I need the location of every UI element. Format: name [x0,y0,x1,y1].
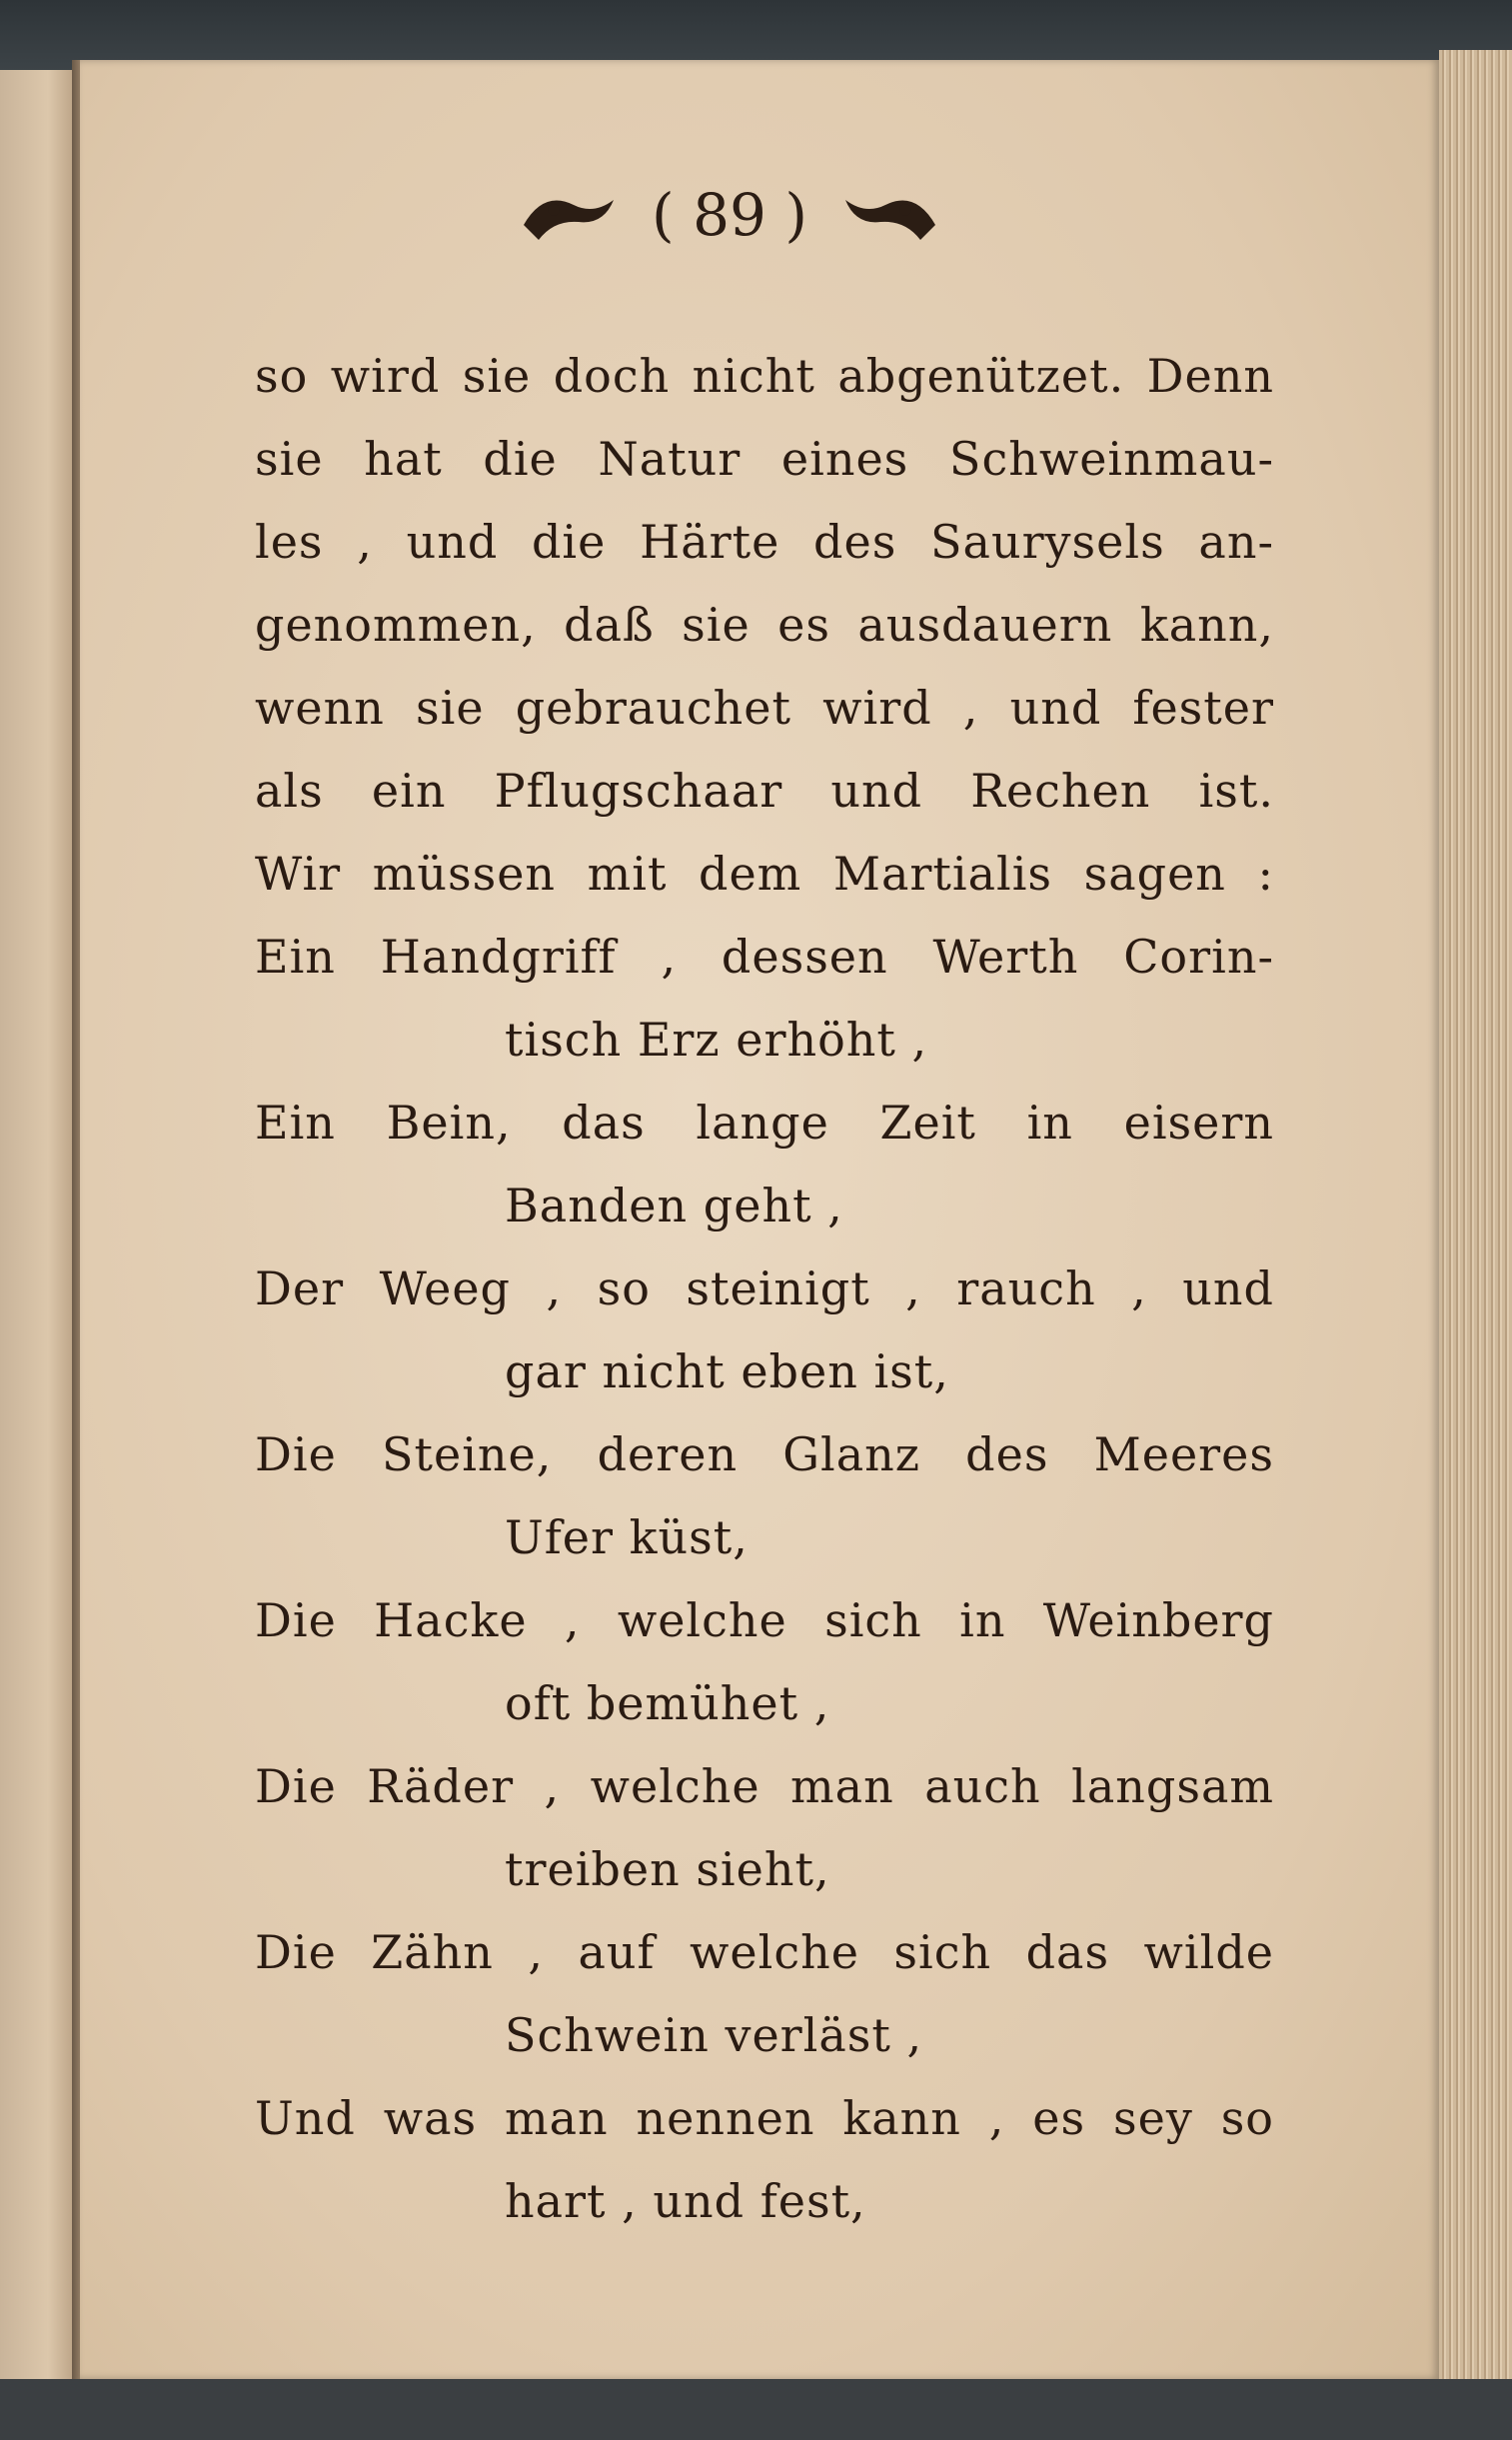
page-header [420,170,1039,260]
text-line: sie hat die Natur eines Schweinmau- [255,432,1274,486]
verse-continuation: Schwein verläst , [505,2008,923,2062]
verse-continuation: gar nicht eben ist, [505,1344,949,1398]
verse-continuation: Banden geht , [505,1179,843,1232]
verse-line: Die Steine, deren Glanz des Meeres [255,1427,1274,1481]
verse-line: Die Räder , welche man auch langsam [255,1759,1274,1813]
verse-continuation: treiben sieht, [505,1842,830,1896]
verse-continuation: Ufer küst, [505,1510,749,1564]
verse-continuation: oft bemühet , [505,1676,830,1730]
verse-line: Ein Handgriff , dessen Werth Corin- [255,930,1274,984]
text-line: so wird sie doch nicht abgenützet. Denn [255,349,1274,403]
left-ornament-icon [514,180,624,250]
text-line: genommen, daß sie es ausdauern kann, [255,598,1274,652]
text-line: Wir müssen mit dem Martialis sagen : [255,847,1274,901]
verse-line: Ein Bein, das lange Zeit in eisern [255,1096,1274,1150]
verse-continuation: tisch Erz erhöht , [505,1013,928,1067]
page-block-edges [1439,50,1512,2379]
text-line: als ein Pflugschaar und Rechen ist. [255,764,1274,818]
body-text [255,335,1274,2243]
left-page-edge [0,70,80,2440]
text-line: wenn sie gebrauchet wird , und fester [255,681,1274,735]
verse-line: Und was man nennen kann , es sey so [255,2091,1274,2145]
text-line: les , und die Härte des Saurysels an- [255,515,1274,569]
page-number: ( 89 ) [652,181,807,249]
verse-line: Die Hacke , welche sich in Weinberg [255,1593,1274,1647]
verse-continuation: hart , und fest, [505,2174,866,2228]
verse-line: Der Weeg , so steinigt , rauch , und [255,1261,1274,1315]
cover-cloth-bottom [0,2379,1512,2440]
verse-line: Die Zähn , auf welche sich das wilde [255,1925,1274,1979]
right-ornament-icon [835,180,945,250]
